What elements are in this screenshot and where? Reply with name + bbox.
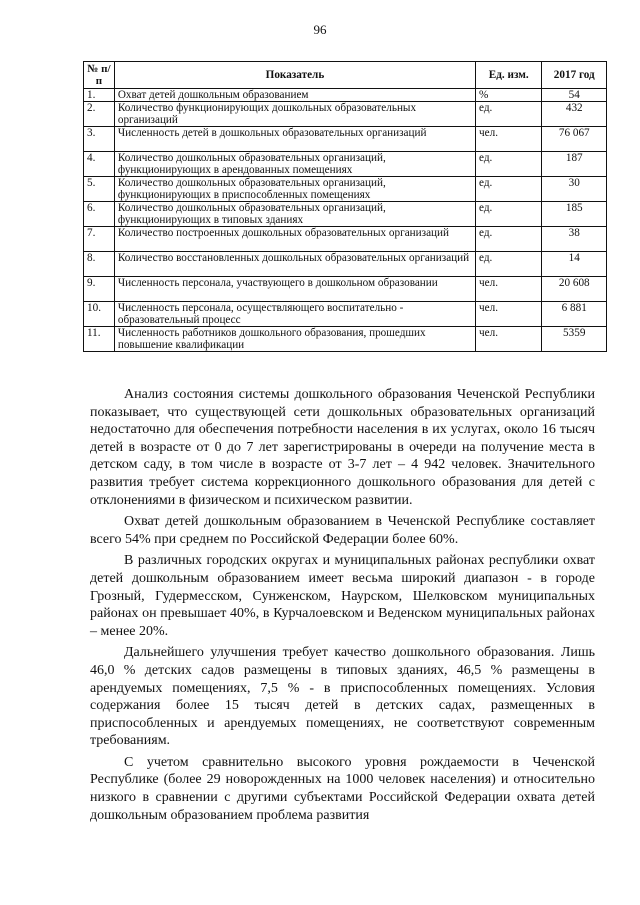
row-indicator: Количество построенных дошкольных образовательных организаций	[114, 227, 475, 252]
row-num: 6.	[84, 202, 115, 227]
row-unit: чел.	[476, 327, 542, 352]
row-unit: чел.	[476, 277, 542, 302]
row-value: 6 881	[542, 302, 607, 327]
row-unit: ед.	[476, 227, 542, 252]
header-num: № п/п	[84, 62, 115, 89]
table-row	[84, 152, 607, 177]
row-num: 7.	[84, 227, 115, 252]
row-indicator: Количество функционирующих дошкольных образовательных организаций	[114, 102, 475, 127]
row-unit: чел.	[476, 127, 542, 152]
table-header-row	[84, 62, 607, 89]
row-unit: ед.	[476, 152, 542, 177]
row-num: 11.	[84, 327, 115, 352]
row-unit: ед.	[476, 202, 542, 227]
row-indicator: Количество дошкольных образовательных организаций, функционирующих в арендованных помещениях	[114, 152, 475, 177]
row-value: 76 067	[542, 127, 607, 152]
row-num: 1.	[84, 89, 115, 102]
table-row	[84, 302, 607, 327]
table-row	[84, 127, 607, 152]
row-unit: ед.	[476, 102, 542, 127]
row-value: 20 608	[542, 277, 607, 302]
table-row	[84, 327, 607, 352]
header-value: 2017 год	[542, 62, 607, 89]
row-indicator: Количество восстановленных дошкольных образовательных организаций	[114, 252, 475, 277]
table-row	[84, 177, 607, 202]
paragraph: Дальнейшего улучшения требует качество дошкольного образования. Лишь 46,0 % детских садов размещены в типовых зданиях, 46,5 % размещены в арендуемых помещениях, 7,5 % - в приспособленных помещениях. Условия содержания более 15 тысяч детей в детских садах, размещенных в приспособленных и арендуемых помещениях, не соответствуют современным требованиям.	[90, 645, 595, 749]
body-text	[90, 386, 595, 828]
row-value: 38	[542, 227, 607, 252]
row-value: 5359	[542, 327, 607, 352]
header-indicator: Показатель	[114, 62, 475, 89]
header-unit: Ед. изм.	[476, 62, 542, 89]
row-value: 30	[542, 177, 607, 202]
row-indicator: Численность работников дошкольного образования, прошедших повышение квалификации	[114, 327, 475, 352]
row-value: 54	[542, 89, 607, 102]
row-indicator: Охват детей дошкольным образованием	[114, 89, 475, 102]
row-indicator: Численность персонала, осуществляющего воспитательно - образовательный процесс	[114, 302, 475, 327]
paragraph: Анализ состояния системы дошкольного образования Чеченской Республики показывает, что существующей сети дошкольных образовательных организаций недостаточно для обеспечения потребности населения в их услугах, около 16 тысяч детей в возрасте от 0 до 7 лет зарегистрированы в очереди на получение места в детском саду, в том числе в возрасте от 3-7 лет – 4 942 человек. Значительного развития требует система коррекционного дошкольного образования для детей с отклонениями в физическом и психическом развитии.	[90, 387, 595, 508]
paragraph: В различных городских округах и муниципальных районах республики охват детей дошкольным образованием имеет весьма широкий диапазон - в городе Грозный, Гудермесском, Сунженском, Наурском, Шелковском муниципальных районах он превышает 40%, в Курчалоевском и Веденском муниципальных районах – менее 20%.	[90, 553, 595, 639]
row-unit: чел.	[476, 302, 542, 327]
row-num: 10.	[84, 302, 115, 327]
row-unit: %	[476, 89, 542, 102]
row-unit: ед.	[476, 252, 542, 277]
indicators-table	[83, 61, 607, 352]
row-value: 187	[542, 152, 607, 177]
paragraph: С учетом сравнительно высокого уровня рождаемости в Чеченской Республике (более 29 новорожденных на 1000 человек населения) и относительно низкого в сравнении с другими субъектами Российской Федерации охвата детей дошкольным образованием проблема развития	[90, 754, 595, 823]
row-indicator: Численность персонала, участвующего в дошкольном образовании	[114, 277, 475, 302]
row-value: 432	[542, 102, 607, 127]
row-value: 185	[542, 202, 607, 227]
paragraph: Охват детей дошкольным образованием в Чеченской Республике составляет всего 54% при среднем по Российской Федерации более 60%.	[90, 514, 595, 547]
table-row	[84, 89, 607, 102]
table-row	[84, 202, 607, 227]
table-row	[84, 252, 607, 277]
row-num: 9.	[84, 277, 115, 302]
table-row	[84, 277, 607, 302]
table-row	[84, 227, 607, 252]
row-num: 4.	[84, 152, 115, 177]
row-indicator: Численность детей в дошкольных образовательных организаций	[114, 127, 475, 152]
row-num: 8.	[84, 252, 115, 277]
row-num: 3.	[84, 127, 115, 152]
row-value: 14	[542, 252, 607, 277]
row-indicator: Количество дошкольных образовательных организаций, функционирующих в приспособленных помещениях	[114, 177, 475, 202]
row-unit: ед.	[476, 177, 542, 202]
page-number: 96	[313, 22, 327, 37]
row-indicator: Количество дошкольных образовательных организаций, функционирующих в типовых зданиях	[114, 202, 475, 227]
table-row	[84, 102, 607, 127]
row-num: 5.	[84, 177, 115, 202]
row-num: 2.	[84, 102, 115, 127]
